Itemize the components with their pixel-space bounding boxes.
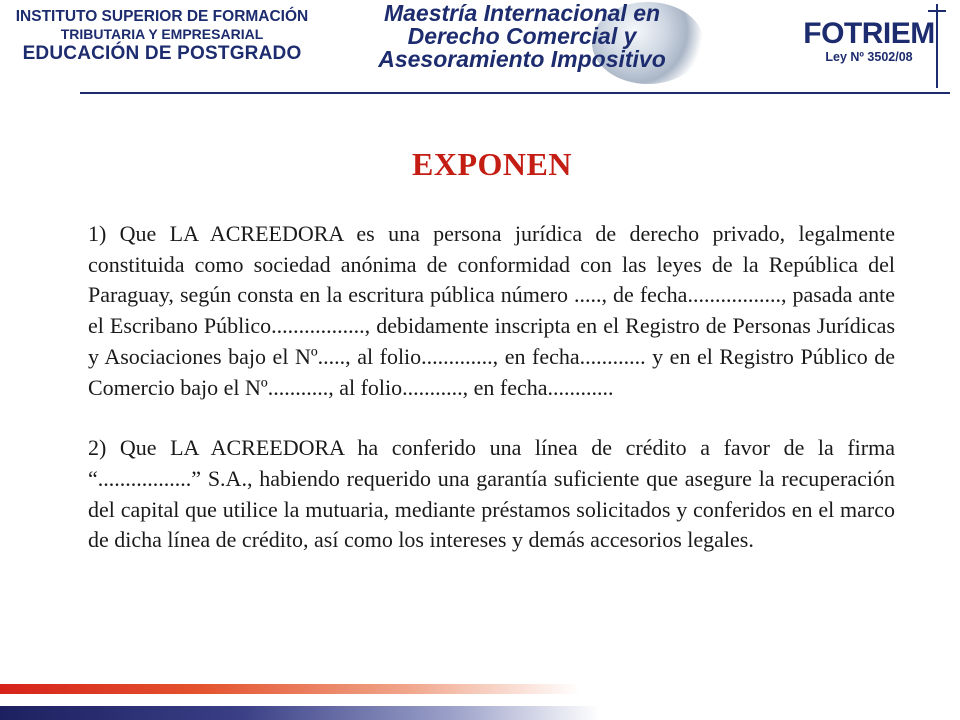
- program-line-1: Maestría Internacional en: [383, 0, 661, 26]
- fotriem-law: Ley Nº 3502/08: [825, 49, 913, 64]
- fotriem-frame-horizontal: [928, 10, 946, 12]
- institute-logo: [12, 8, 312, 65]
- institute-line-3: EDUCACIÓN DE POSTGRADO: [22, 42, 302, 64]
- institute-line-1: INSTITUTO SUPERIOR DE FORMACIÓN: [15, 8, 309, 25]
- paragraph-2: 2) Que LA ACREEDORA ha conferido una línea de crédito a favor de la firma “.................” S.A., habiendo requerido una garantía suficiente que asegure la recuperación del capital que utilice la mutuaria, mediante préstamos solicitados y conferidos en el marco de dicha línea de crédito, así como los intereses y demás accesorios legales.: [88, 435, 895, 553]
- fotriem-name: FOTRIEM: [803, 17, 935, 50]
- fotriem-logo: [800, 18, 938, 76]
- slide-header: [0, 0, 960, 96]
- program-line-3: Asesoramiento Impositivo: [378, 46, 666, 72]
- footer-red-bar: [0, 684, 580, 694]
- fotriem-frame-vertical: [936, 4, 938, 88]
- footer-blue-bar: [0, 706, 600, 720]
- header-divider: [80, 92, 950, 94]
- institute-line-2: TRIBUTARIA Y EMPRESARIAL: [60, 26, 264, 43]
- document-body: [88, 219, 895, 556]
- program-line-2: Derecho Comercial y: [407, 23, 637, 49]
- paragraph-1: 1) Que LA ACREEDORA es una persona jurídica de derecho privado, legalmente constituida como sociedad anónima de conformidad con las leyes de la República del Paraguay, según consta en la escritura pública número ....., de fecha................., pasada ante el Escribano Público................., debidamente inscripta en el Registro de Personas Jurídicas y Asociaciones bajo el Nº....., al folio............., en fecha............ y en el Registro Público de Comercio bajo el Nº..........., al folio..........., en fecha............: [88, 221, 895, 400]
- page-title: EXPONEN: [412, 146, 572, 182]
- program-title: [352, 2, 692, 71]
